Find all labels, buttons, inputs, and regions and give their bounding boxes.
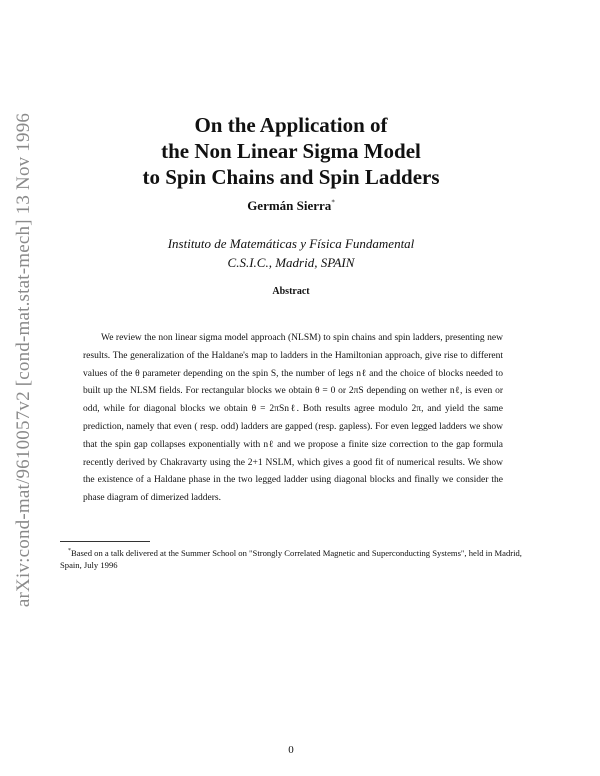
paper-title (60, 112, 522, 190)
author-block (60, 198, 522, 214)
affiliation-line: Instituto de Matemáticas y Física Fundamental (167, 236, 415, 251)
title-line: the Non Linear Sigma Model (161, 139, 421, 163)
footnote-mark: * (68, 548, 71, 554)
author-footnote-mark: * (331, 198, 335, 207)
arxiv-id-text: arXiv:cond-mat/9610057v2 [cond-mat.stat-mech] 13 Nov 1996 (13, 112, 35, 608)
page-number: 0 (288, 744, 294, 756)
arxiv-sidebar-identifier (6, 100, 42, 620)
abstract-body: We review the non linear sigma model approach (NLSM) to spin chains and spin ladders, presenting new results. The generalization of the Haldane's map to ladders in the Hamiltonian approach, give rise to different values of the θ parameter depending on the spin S, the number of legs nℓ and the choice of blocks needed to built up the NLSM fields. For rectangular blocks we obtain θ = 0 or 2πS depending on wether nℓ, is even or odd, while for diagonal blocks we obtain θ = 2πSnℓ. Both results agree modulo 2π, and yield the same prediction, namely that even ( resp. odd) ladders are gapped (resp. gapless). For even legged ladders we show that the spin gap collapses exponentially with nℓ and we propose a finite size correction to the gap formula recently derived by Chakravarty using the 2+1 NSLM, which gives a good fit of numerical results. We show the existence of a Haldane phase in the two legged ladder using diagonal blocks and finally we consider the phase diagram of dimerized ladders. (83, 333, 503, 504)
title-line: to Spin Chains and Spin Ladders (142, 165, 440, 189)
author-name: Germán Sierra (247, 198, 332, 213)
title-line: On the Application of (194, 113, 388, 137)
affiliation (60, 234, 522, 272)
footnote-rule (60, 541, 150, 542)
affiliation-line: C.S.I.C., Madrid, SPAIN (227, 255, 355, 270)
abstract-heading: Abstract (272, 286, 310, 297)
footnote (60, 545, 530, 571)
footnote-text: Based on a talk delivered at the Summer School on "Strongly Correlated Magnetic and Superconducting Systems", held in Madrid, Spain, July 1996 (60, 547, 522, 570)
